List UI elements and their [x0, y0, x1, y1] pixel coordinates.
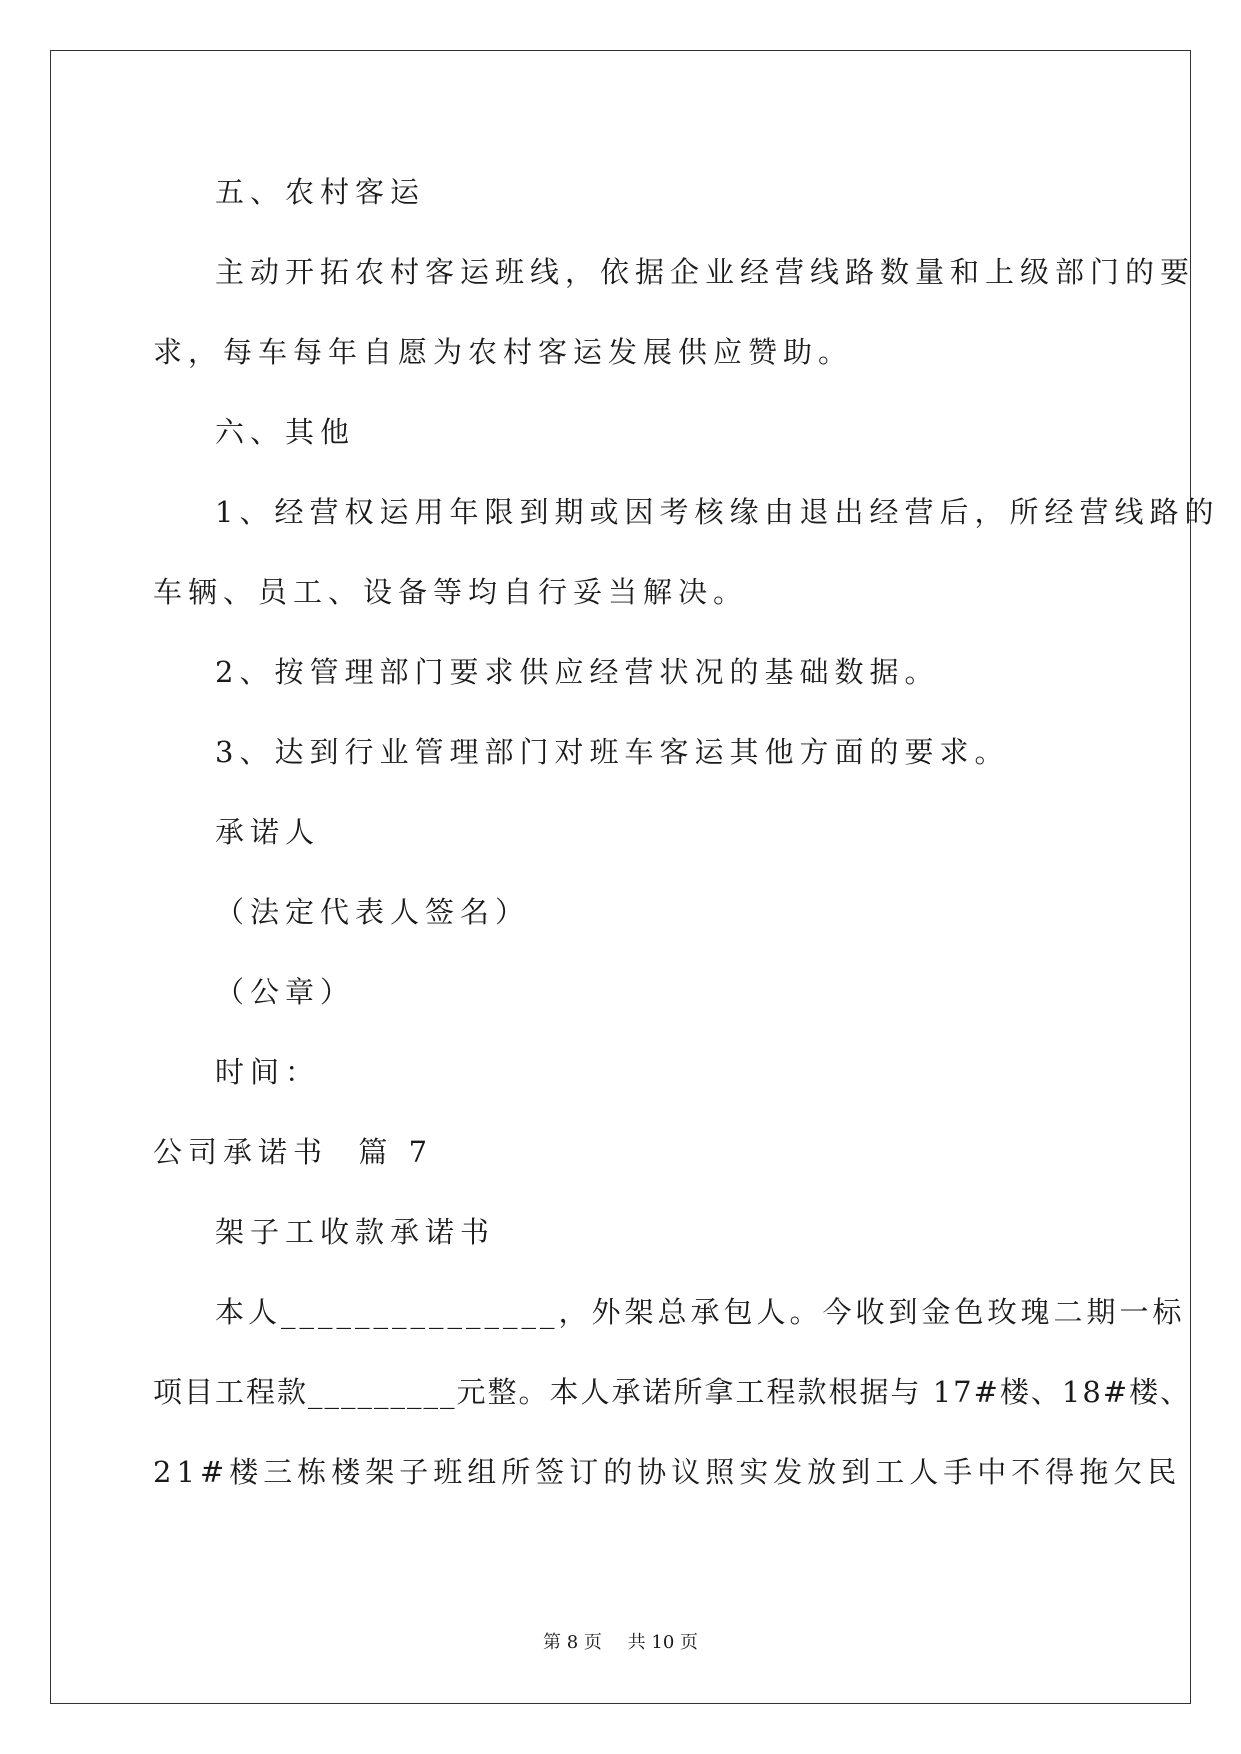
section-heading-rural-transport: 五、农村客运: [215, 175, 426, 209]
paragraph-line: 1、经营权运用年限到期或因考核缘由退出经营后，所经营线路的: [215, 495, 1220, 529]
page-number-total: 共 10 页: [627, 1632, 698, 1653]
paragraph-line: 项目工程款_________元整。本人承诺所拿工程款根据与 17#楼、18#楼、: [153, 1375, 1192, 1409]
page-number-current: 第 8 页: [543, 1632, 602, 1653]
official-seal-label: （公章）: [215, 975, 356, 1009]
article-subtitle: 架子工收款承诺书: [215, 1215, 496, 1249]
paragraph-line: 2、按管理部门要求供应经营状况的基础数据。: [215, 655, 940, 689]
paragraph-line: 车辆、员工、设备等均自行妥当解决。: [153, 575, 749, 609]
section-heading-other: 六、其他: [215, 415, 356, 449]
paragraph-line: 3、达到行业管理部门对班车客运其他方面的要求。: [215, 735, 1010, 769]
legal-representative-signature-label: （法定代表人签名）: [215, 895, 531, 929]
signatory-label: 承诺人: [215, 815, 321, 849]
paragraph-line: 本人_______________，外架总承包人。今收到金色玫瑰二期一标: [215, 1295, 1186, 1329]
paragraph-line: 主动开拓农村客运班线，依据企业经营线路数量和上级部门的要: [215, 255, 1196, 289]
paragraph-line: 21#楼三栋楼架子班组所签订的协议照实发放到工人手中不得拖欠民: [153, 1455, 1182, 1489]
date-label: 时间：: [215, 1055, 321, 1089]
paragraph-line: 求，每车每年自愿为农村客运发展供应赞助。: [153, 335, 854, 369]
article-heading: 公司承诺书 篇 7: [153, 1135, 434, 1169]
page-footer: [0, 1630, 1241, 1656]
